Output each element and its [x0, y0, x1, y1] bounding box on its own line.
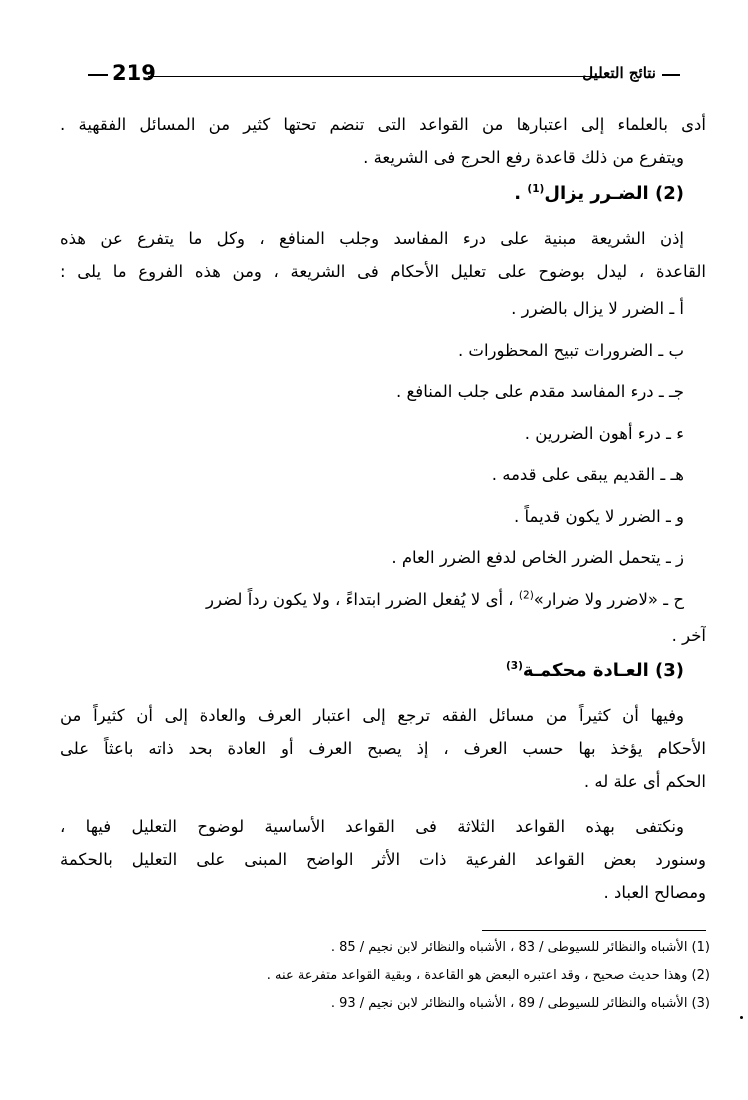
paragraph-line: أدى بالعلماء إلى اعتبارها من القواعد التى تنضم تحتها كثير من المسائل الفقهية .	[60, 115, 706, 134]
paragraph-line: وسنورد بعض القواعد الفرعية ذات الأثر الواضح المبنى على التعليل بالحكمة	[60, 850, 706, 869]
paragraph-line: القاعدة ، ليدل بوضوح على تعليل الأحكام فى الشريعة ، ومن هذه الفروع ما يلى :	[60, 262, 706, 281]
footnote: (3) الأشباه والنظائر للسيوطى / 89 ، الأشباه والنظائر لابن نجيم / 93 .	[330, 996, 710, 1011]
header-rule	[148, 76, 600, 77]
list-item-rest: ، أى لا يُفعل الضرر ابتداءً ، ولا يكون رداً لضرر	[206, 589, 519, 609]
heading-tail: .	[514, 183, 528, 204]
list-item: ب ـ الضرورات تبيح المحظورات .	[457, 340, 684, 360]
running-header	[88, 60, 680, 90]
header-dash-right	[662, 74, 680, 76]
list-item: أ ـ الضرر لا يزال بالضرر .	[511, 299, 684, 318]
page-body	[60, 108, 706, 909]
list-item: هـ ـ القديم يبقى على قدمه .	[491, 465, 684, 484]
paragraph-line: ومصالح العباد .	[603, 883, 706, 902]
footnote-ref: (2)	[518, 589, 534, 601]
paragraph-line: ويتفرع من ذلك قاعدة رفع الحرج فى الشريعة .	[363, 148, 684, 167]
list-item: جـ ـ درء المفاسد مقدم على جلب المنافع .	[396, 382, 684, 401]
heading-text: (2) الضـرر يزال	[544, 183, 684, 204]
footnote: (1) الأشباه والنظائر للسيوطى / 83 ، الأشباه والنظائر لابن نجيم / 85 .	[330, 940, 710, 955]
paragraph-line: إذن الشريعة مبنية على درء المفاسد وجلب المنافع ، وكل ما يتفرع عن هذه	[60, 229, 684, 248]
page-number: 219	[112, 61, 156, 85]
list-item: و ـ الضرر لا يكون قديماً .	[514, 506, 684, 526]
list-item-quote: ح ـ «لاضرر ولا ضرار»	[533, 589, 684, 609]
footnote-ref: (1)	[527, 183, 545, 195]
paragraph-line: الحكم أى علة له .	[583, 772, 706, 791]
paragraph-line: ونكتفى بهذه القواعد الثلاثة فى القواعد الأساسية لوضوح التعليل فيها ،	[60, 817, 684, 836]
section-heading	[60, 651, 706, 691]
footnotes	[120, 934, 710, 1018]
scan-speck	[740, 1016, 743, 1019]
header-dash-left	[88, 74, 108, 76]
list-item	[60, 579, 706, 621]
footnote: (2) وهذا حديث صحيح ، وقد اعتبره البعض هو القاعدة ، وبقية القواعد متفرعة عنه .	[266, 968, 710, 983]
footnote-separator	[482, 930, 706, 931]
paragraph-line: وفيها أن كثيراً من مسائل الفقه ترجع إلى اعتبار العرف والعادة إلى أن كثيراً من	[60, 706, 684, 725]
heading-text: (3) العـادة محكمـة	[522, 660, 684, 681]
list-item: ز ـ يتحمل الضرر الخاص لدفع الضرر العام .	[391, 548, 684, 567]
footnote-ref: (3)	[505, 660, 523, 672]
paragraph-line: الأحكام يؤخذ بها حسب العرف ، إذ يصبح العرف أو العادة بحد ذاته باعثاً على	[60, 739, 706, 758]
chapter-title: نتائج التعليل	[582, 64, 656, 82]
list-item-continuation: آخر .	[671, 626, 706, 645]
list-item: ء ـ درء أهون الضررين .	[524, 423, 684, 443]
section-heading	[60, 174, 706, 214]
